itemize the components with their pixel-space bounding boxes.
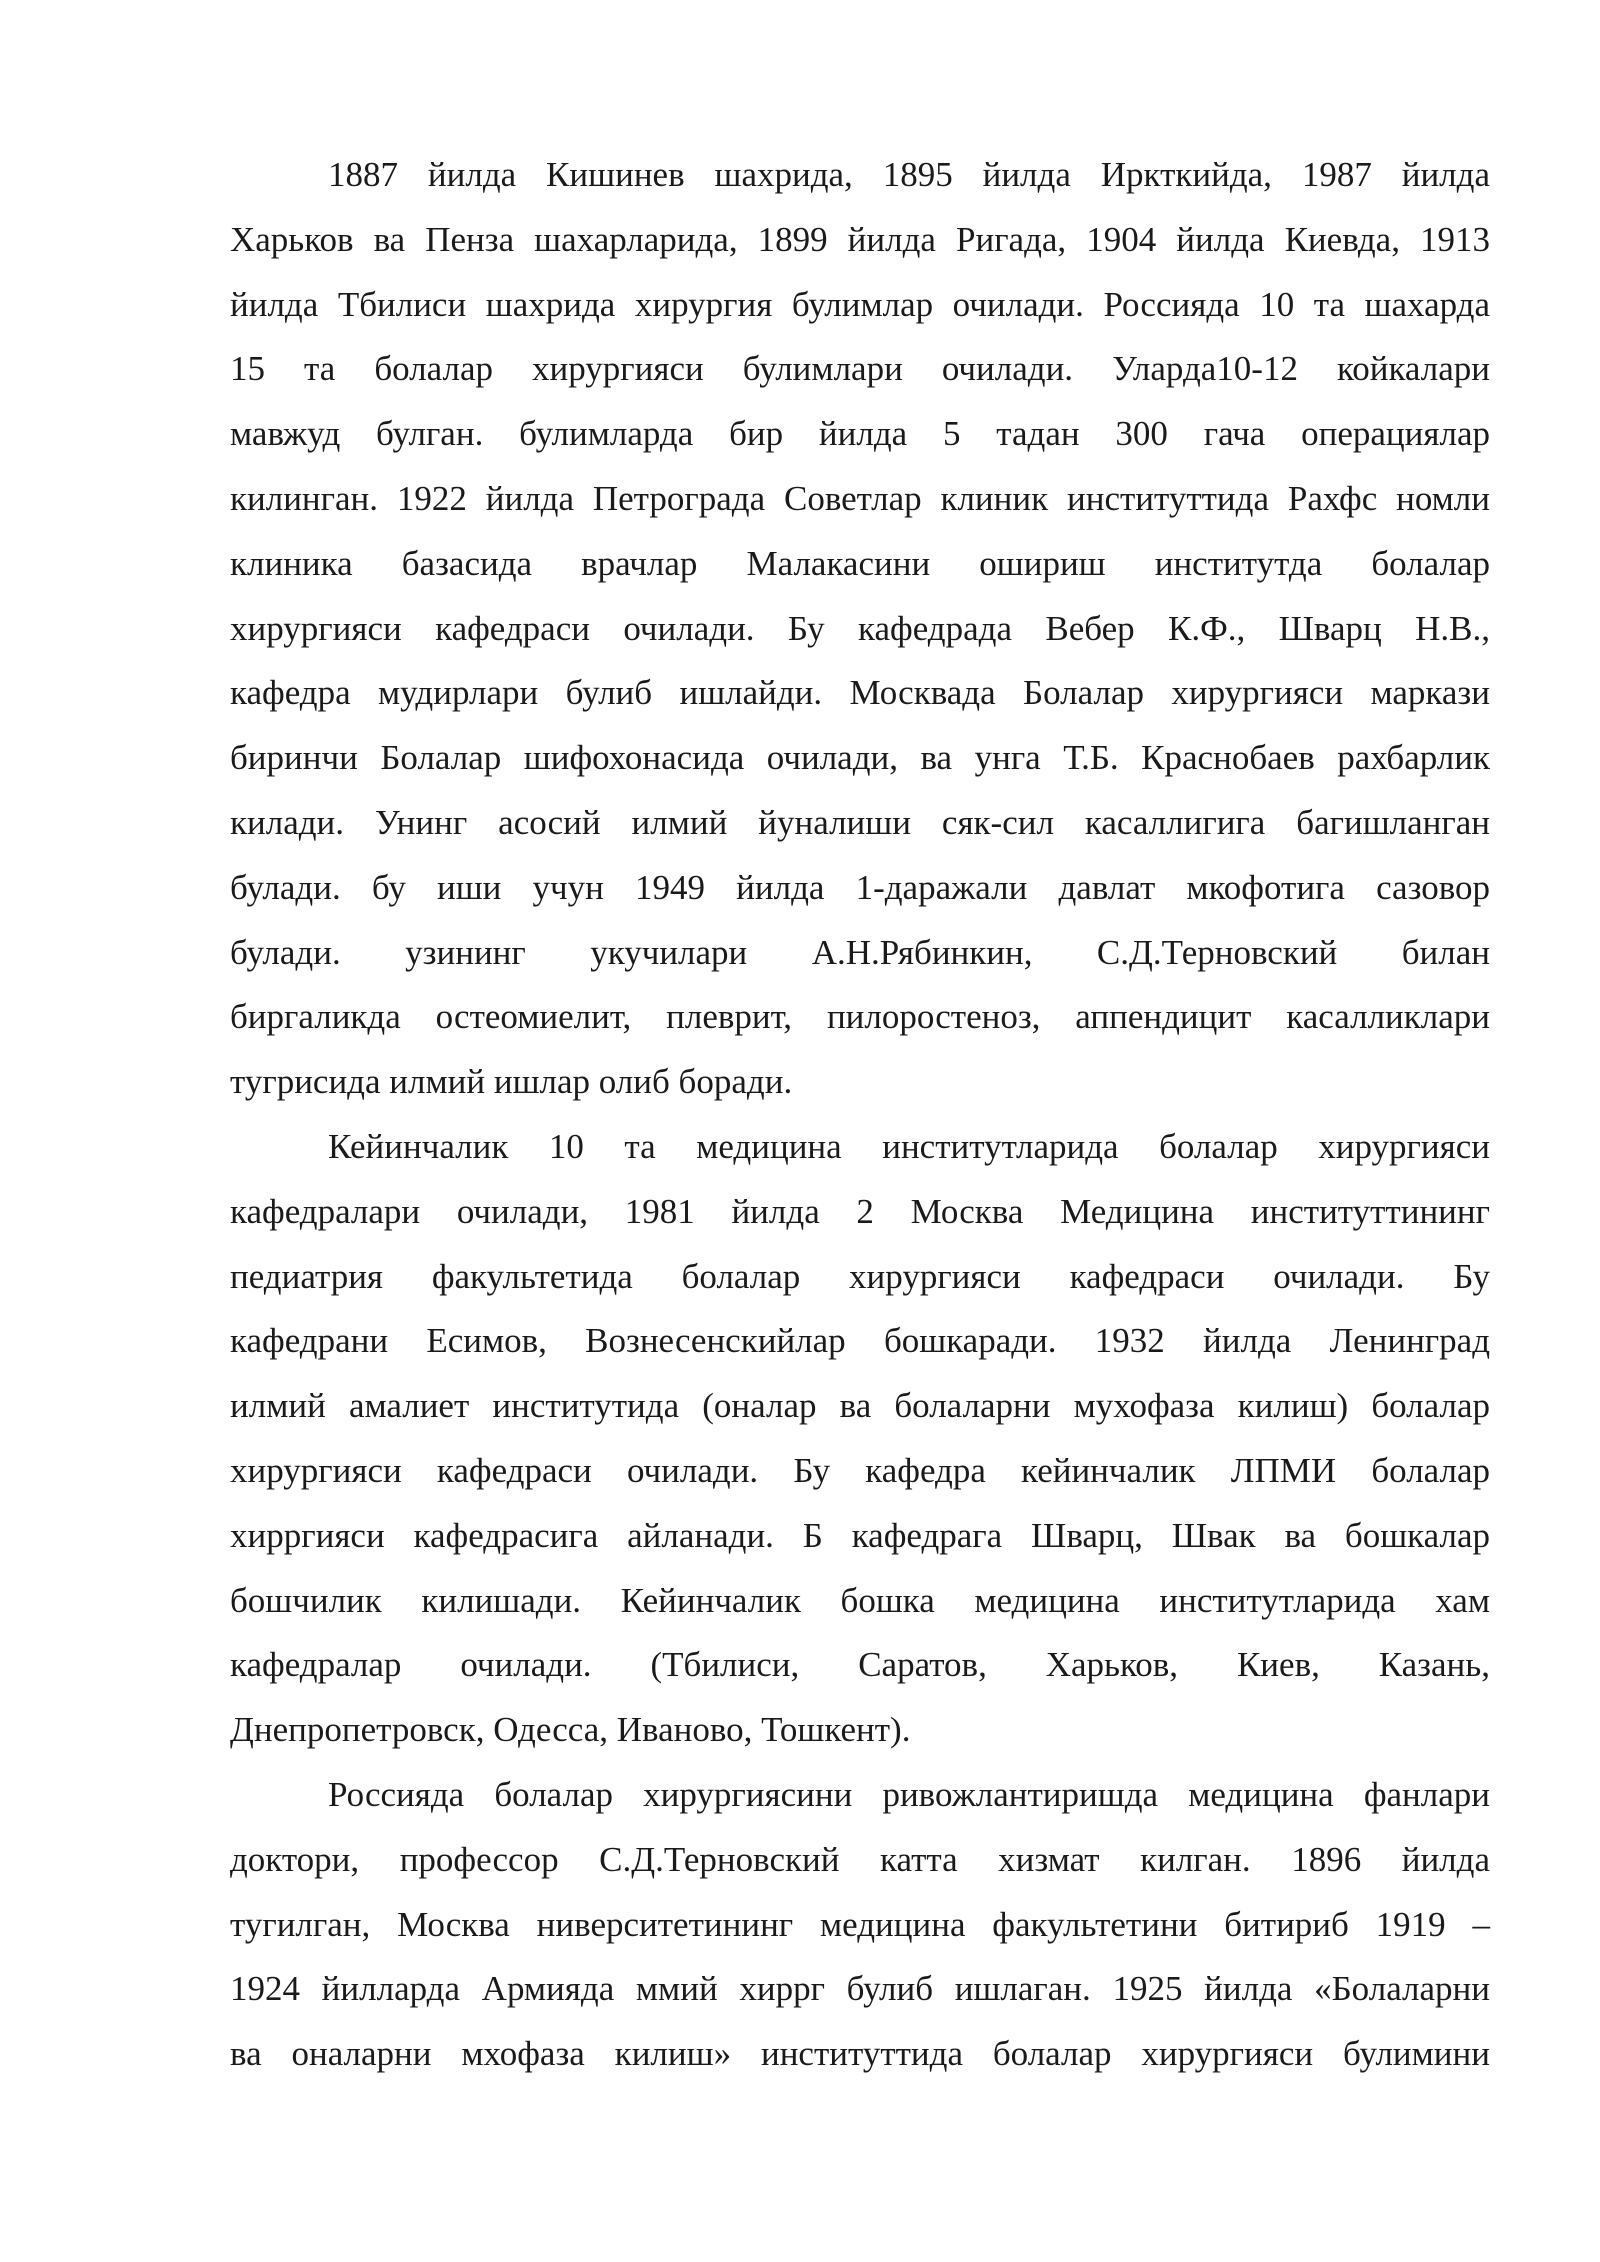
paragraph-3-line-3: тугилган, Москва ниверситетининг медицина факультетини битириб 1919 – [230, 1904, 1490, 1944]
paragraph-1-line-4: 15 та болалар хирургияси булимлари очилади. Уларда10-12 койкалари [230, 349, 1490, 389]
paragraph-2-line-5: илмий амалиет институтида (оналар ва болаларни мухофаза килиш) болалар [230, 1386, 1490, 1426]
paragraph-1-line-15: тугрисида илмий ишлар олиб боради. [230, 1062, 793, 1102]
paragraph-3-line-2: доктори, профессор С.Д.Терновский катта хизмат килган. 1896 йилда [230, 1839, 1490, 1879]
paragraph-2-line-2: кафедралари очилади, 1981 йилда 2 Москва Медицина институттининг [230, 1191, 1490, 1231]
paragraph-1-line-8: хирургияси кафедраси очилади. Бу кафедрада Вебер К.Ф., Шварц Н.В., [230, 608, 1490, 648]
paragraph-1-line-13: булади. узининг укучилари А.Н.Рябинкин, С.Д.Терновский билан [230, 932, 1490, 972]
paragraph-1-line-10: биринчи Болалар шифохонасида очилади, ва унга Т.Б. Краснобаев рахбарлик [230, 738, 1490, 778]
paragraph-2-line-7: хирргияси кафедрасига айланади. Б кафедрага Шварц, Швак ва бошкалар [230, 1515, 1490, 1555]
paragraph-3-line-4: 1924 йилларда Армияда ммий хиррг булиб ишлаган. 1925 йилда «Болаларни [230, 1969, 1490, 2009]
paragraph-3-line-5: ва оналарни мхофаза килиш» институттида болалар хирургияси булимини [230, 2034, 1490, 2074]
paragraph-2-line-3: педиатрия факультетида болалар хирургияси кафедраси очилади. Бу [230, 1256, 1490, 1296]
paragraph-2-line-9: кафедралар очилади. (Тбилиси, Саратов, Харьков, Киев, Казань, [230, 1645, 1490, 1685]
paragraph-1-line-3: йилда Тбилиси шахрида хирургия булимлар очилади. Россияда 10 та шахарда [230, 284, 1490, 324]
paragraph-1-line-1: 1887 йилда Кишинев шахрида, 1895 йилда Иркткийда, 1987 йилда [328, 155, 1490, 194]
paragraph-2-line-8: бошчилик килишади. Кейинчалик бошка медицина институтларида хам [230, 1580, 1490, 1620]
paragraph-2-line-6: хирургияси кафедраси очилади. Бу кафедра кейинчалик ЛПМИ болалар [230, 1450, 1490, 1490]
paragraph-2-line-10: Днепропетровск, Одесса, Иваново, Тошкент). [230, 1710, 911, 1750]
paragraph-1-line-2: Харьков ва Пенза шахарларида, 1899 йилда Ригада, 1904 йилда Киевда, 1913 [230, 219, 1490, 259]
paragraph-1-line-12: булади. бу иши учун 1949 йилда 1-даражали давлат мкофотига сазовор [230, 867, 1490, 907]
paragraph-3-line-1: Россияда болалар хирургиясини ривожлантиришда медицина фанлари [328, 1774, 1490, 1814]
paragraph-1-line-9: кафедра мудирлари булиб ишлайди. Москвада Болалар хирургияси маркази [230, 673, 1490, 713]
paragraph-1-line-7: клиника базасида врачлар Малакасини ошириш институтда болалар [230, 543, 1490, 583]
body-text [230, 143, 1490, 2087]
paragraph-2-line-4: кафедрани Есимов, Вознесенскийлар бошкаради. 1932 йилда Ленинград [230, 1321, 1490, 1361]
paragraph-1-line-5: мавжуд булган. булимларда бир йилда 5 тадан 300 гача операциялар [230, 414, 1490, 454]
paragraph-2-line-1: Кейинчалик 10 та медицина институтларида болалар хирургияси [328, 1126, 1490, 1166]
paragraph-1-line-14: биргаликда остеомиелит, плеврит, пилоростеноз, аппендицит касалликлари [230, 997, 1490, 1037]
paragraph-1-line-11: килади. Унинг асосий илмий йуналиши сяк-сил касаллигига багишланган [230, 802, 1490, 842]
paragraph-1-line-6: килинган. 1922 йилда Петрограда Советлар клиник институттида Рахфс номли [230, 478, 1490, 518]
